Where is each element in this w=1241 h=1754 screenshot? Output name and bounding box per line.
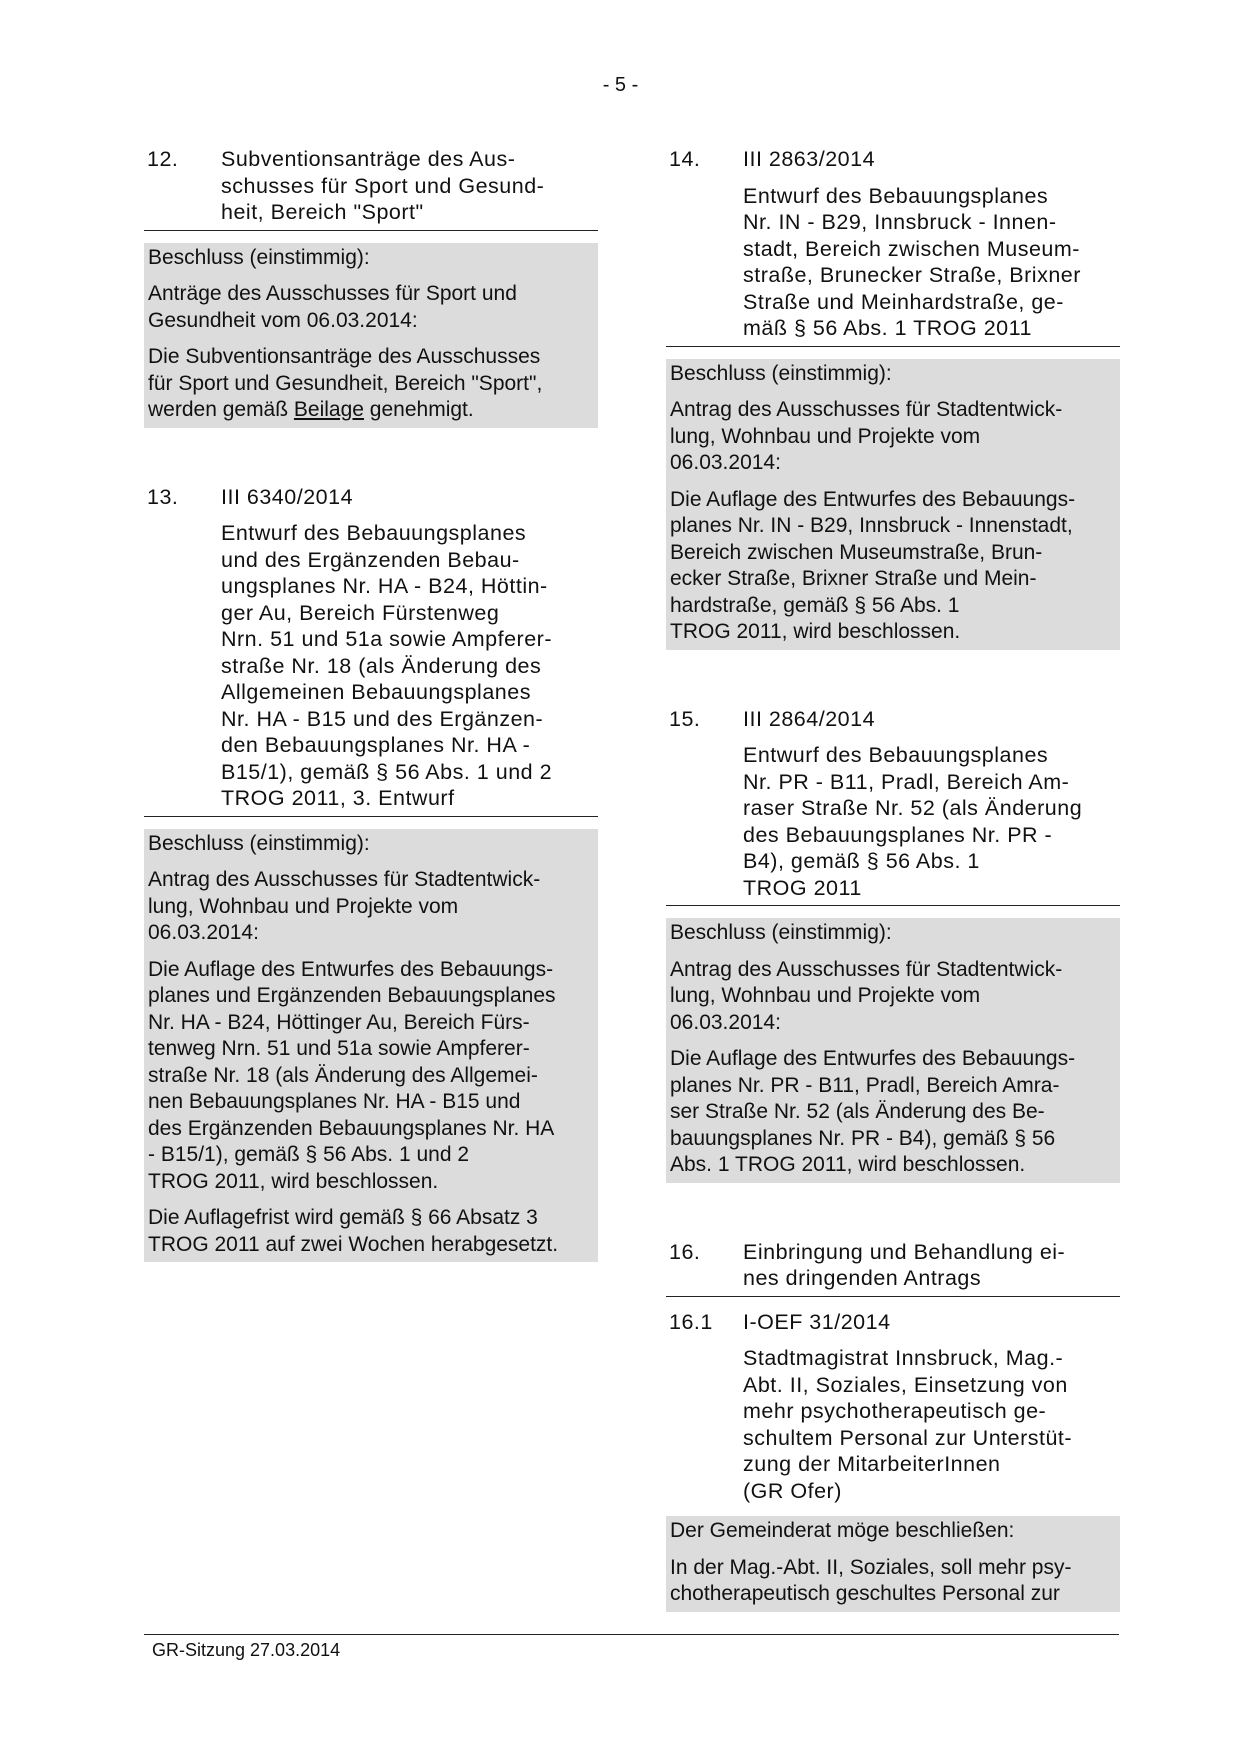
resolution-text-2: Die Auflagefrist wird gemäß § 66 Absatz 3 TROG 2011 auf zwei Wochen herabgesetzt. xyxy=(148,1206,559,1256)
item-15-heading xyxy=(666,706,1120,902)
decision-label: Der Gemeinderat möge beschließen: xyxy=(670,1519,1015,1542)
title-line: stadt, Bereich zwischen Museum- xyxy=(743,236,1080,261)
item-reference: III 6340/2014 xyxy=(221,484,354,509)
page-number: - 5 - xyxy=(602,74,639,96)
item-12-heading xyxy=(144,146,598,226)
item-title xyxy=(743,706,1120,902)
title-line: mäß § 56 Abs. 1 TROG 2011 xyxy=(743,316,1032,340)
motion-text: Anträge des Ausschusses für Sport und Gesundheit vom 06.03.2014: xyxy=(148,282,517,332)
resolution-text: Die Auflage des Entwurfes des Bebauungs- planes und Ergänzenden Bebauungsplanes Nr. HA - B24, Höttinger Au, Bereich Fürs- tenweg Nrn. 51 und 51a sowie Ampferer- straße Nr. 18 (als Änderung des Allgemei- nen Bebauungsplanes Nr. HA - B15 und des Ergänzenden Bebauungsplanes Nr. HA - B15/1), gemäß § 56 Abs. 1 und 2 TROG 2011, wird beschlossen. xyxy=(148,957,556,1193)
motion-text: Antrag des Ausschusses für Stadtentwick- lung, Wohnbau und Projekte vom 06.03.2014: xyxy=(670,957,1063,1034)
footer: GR-Sitzung 27.03.2014 xyxy=(152,1640,341,1660)
title-line: Nr. PR - B11, Pradl, Bereich Am- xyxy=(743,769,1070,794)
title-line: heit, Bereich "Sport" xyxy=(221,200,424,224)
item-title xyxy=(743,1239,1120,1292)
beilage-link[interactable]: Beilage xyxy=(293,398,364,421)
title-line: TROG 2011, 3. Entwurf xyxy=(221,786,455,810)
title-line: Stadtmagistrat Innsbruck, Mag.- xyxy=(743,1346,1064,1370)
divider xyxy=(144,230,598,231)
title-line: Allgemeinen Bebauungsplanes xyxy=(221,680,531,704)
title-line: Entwurf des Bebauungsplanes xyxy=(221,521,527,545)
resolution-box xyxy=(666,359,1120,650)
title-line: den Bebauungsplanes Nr. HA - xyxy=(221,733,531,757)
divider xyxy=(666,905,1120,906)
item-number: 16. xyxy=(669,1239,701,1264)
decision-label: Beschluss (einstimmig): xyxy=(148,245,370,269)
title-line: zung der MitarbeiterInnen xyxy=(743,1452,1001,1476)
resolution-text: Die Subventionsanträge des Ausschusses für Sport und Gesundheit, Bereich "Sport", werden gemäß Beilage genehmigt. xyxy=(148,345,543,421)
item-number: 16.1 xyxy=(669,1309,713,1334)
title-line: Abt. II, Soziales, Einsetzung von xyxy=(743,1372,1068,1397)
item-reference: I-OEF 31/2014 xyxy=(743,1309,891,1334)
title-line: ger Au, Bereich Fürstenweg xyxy=(221,600,500,625)
item-16-1-heading xyxy=(666,1309,1120,1505)
item-number: 15. xyxy=(669,706,701,731)
title-line: B15/1), gemäß § 56 Abs. 1 und 2 xyxy=(221,759,553,784)
title-line: (GR Ofer) xyxy=(743,1478,842,1503)
resolution-box xyxy=(666,918,1120,1183)
title-line: Nr. HA - B15 und des Ergänzen- xyxy=(221,706,544,731)
title-line: schultem Personal zur Unterstüt- xyxy=(743,1425,1073,1450)
item-title xyxy=(221,146,598,226)
motion-text: Antrag des Ausschusses für Stadtentwick- lung, Wohnbau und Projekte vom 06.03.2014: xyxy=(670,398,1063,474)
divider xyxy=(666,1296,1120,1297)
resolution-text: Die Auflage des Entwurfes des Bebauungs- planes Nr. IN - B29, Innsbruck - Innenstadt, Bereich zwischen Museumstraße, Brun- ecker Straße, Brixner Straße und Mein- hardstraße, gemäß § 56 Abs. 1 TROG 2011, wird beschlossen. xyxy=(670,487,1076,643)
right-column xyxy=(666,146,1120,1612)
item-title xyxy=(743,1309,1120,1505)
resolution-box xyxy=(144,829,598,1263)
title-line: Einbringung und Behandlung ei- xyxy=(743,1239,1066,1264)
title-line: mehr psychotherapeutisch ge- xyxy=(743,1399,1047,1423)
title-line: Straße und Meinhardstraße, ge- xyxy=(743,289,1064,314)
item-number: 13. xyxy=(147,484,179,509)
item-14-heading xyxy=(666,146,1120,342)
title-line: straße Nr. 18 (als Änderung des xyxy=(221,653,542,678)
resolution-text: Die Auflage des Entwurfes des Bebauungs- planes Nr. PR - B11, Pradl, Bereich Amra- ser Straße Nr. 52 (als Änderung des Be- bauungsplanes Nr. PR - B4), gemäß § 56 Abs. 1 TROG 2011, wird beschlossen. xyxy=(670,1047,1076,1176)
footer-divider xyxy=(144,1634,1119,1635)
motion-text: Antrag des Ausschusses für Stadtentwick- lung, Wohnbau und Projekte vom 06.03.2014: xyxy=(148,868,541,944)
item-reference: III 2864/2014 xyxy=(743,706,876,731)
title-line: und des Ergänzenden Bebau- xyxy=(221,547,520,572)
title-line: Entwurf des Bebauungsplanes xyxy=(743,743,1049,767)
item-13-heading xyxy=(144,484,598,812)
title-line: B4), gemäß § 56 Abs. 1 xyxy=(743,849,980,873)
title-line: nes dringenden Antrags xyxy=(743,1266,982,1290)
item-reference: III 2863/2014 xyxy=(743,147,876,171)
title-line: TROG 2011 xyxy=(743,875,862,900)
decision-label: Beschluss (einstimmig): xyxy=(148,831,370,855)
title-line: des Bebauungsplanes Nr. PR - xyxy=(743,822,1053,847)
resolution-box xyxy=(666,1516,1120,1612)
item-title xyxy=(743,146,1120,342)
divider xyxy=(144,816,598,817)
item-number: 14. xyxy=(669,147,701,171)
title-line: Nrn. 51 und 51a sowie Ampferer- xyxy=(221,627,552,651)
title-line: straße, Brunecker Straße, Brixner xyxy=(743,263,1081,287)
decision-label: Beschluss (einstimmig): xyxy=(670,361,892,385)
item-16-heading xyxy=(666,1239,1120,1292)
divider xyxy=(666,346,1120,347)
left-column xyxy=(144,146,598,1262)
title-line: Nr. IN - B29, Innsbruck - Innen- xyxy=(743,210,1057,234)
title-line: raser Straße Nr. 52 (als Änderung xyxy=(743,796,1083,820)
title-line: ungsplanes Nr. HA - B24, Höttin- xyxy=(221,574,548,598)
title-line: Entwurf des Bebauungsplanes xyxy=(743,183,1049,208)
decision-label: Beschluss (einstimmig): xyxy=(670,921,892,944)
title-line: Subventionsanträge des Aus- xyxy=(221,147,516,171)
resolution-text: In der Mag.-Abt. II, Soziales, soll mehr psy- chotherapeutisch geschultes Personal zur xyxy=(670,1555,1072,1605)
item-title xyxy=(221,484,598,812)
item-number: 12. xyxy=(147,147,179,171)
title-line: schusses für Sport und Gesund- xyxy=(221,173,545,198)
resolution-box xyxy=(144,243,598,428)
